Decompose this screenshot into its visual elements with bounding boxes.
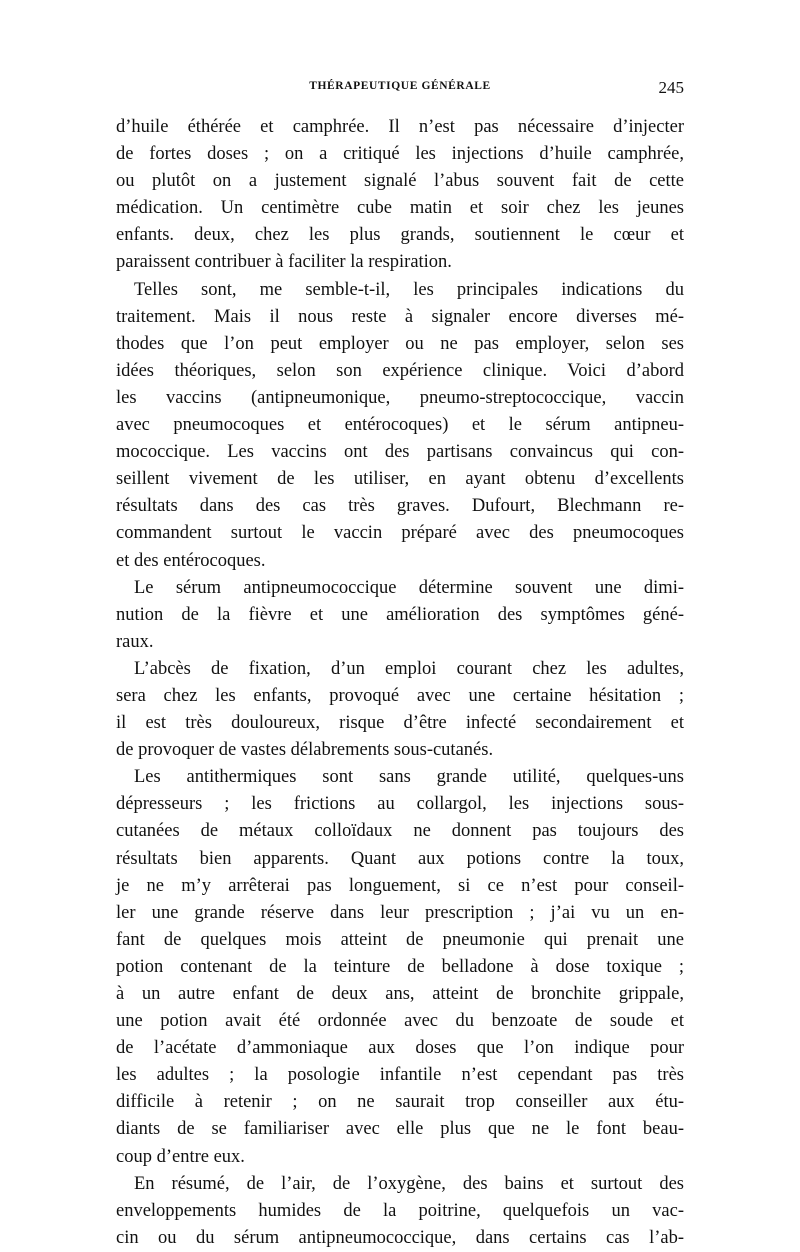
text-line: dépresseurs ; les frictions au collargol, les injections sous- xyxy=(116,794,684,815)
text-line: seillent vivement de les utiliser, en ayant obtenu d’excellents xyxy=(116,469,684,490)
text-line: de l’acétate d’ammoniaque aux doses que l’on indique pour xyxy=(116,1038,684,1059)
text-line: de provoquer de vastes délabrements sous-cutanés. xyxy=(116,740,494,761)
text-line: mococcique. Les vaccins ont des partisans convaincus qui con- xyxy=(116,442,684,463)
text-line: de fortes doses ; on a critiqué les injections d’huile camphrée, xyxy=(116,144,684,165)
text-line: enfants. deux, chez les plus grands, soutiennent le cœur et xyxy=(116,225,684,246)
text-line: cutanées de métaux colloïdaux ne donnent pas toujours des xyxy=(116,821,684,842)
text-line: résultats dans des cas très graves. Dufourt, Blechmann re- xyxy=(116,496,684,517)
text-line: En résumé, de l’air, de l’oxygène, des bains et surtout des xyxy=(134,1173,684,1194)
text-line: à un autre enfant de deux ans, atteint de bronchite grippale, xyxy=(116,984,684,1004)
text-line: nution de la fièvre et une amélioration des symptômes géné- xyxy=(116,604,684,625)
text-line: d’huile éthérée et camphrée. Il n’est pas nécessaire d’injecter xyxy=(116,117,684,137)
text-line: idées théoriques, selon son expérience clinique. Voici d’abord xyxy=(116,360,684,381)
text-line: potion contenant de la teinture de belladone à dose toxique ; xyxy=(116,956,684,977)
text-line: avec pneumocoques et entérocoques) et le sérum antipneu- xyxy=(116,415,684,436)
text-line: raux. xyxy=(116,631,154,652)
text-line: coup d’entre eux. xyxy=(116,1146,245,1167)
text-line: médication. Un centimètre cube matin et soir chez les jeunes xyxy=(116,198,684,219)
page-number: 245 xyxy=(658,78,684,97)
text-line: commandent surtout le vaccin préparé avec des pneumocoques xyxy=(116,523,684,544)
text-line: une potion avait été ordonnée avec du benzoate de soude et xyxy=(116,1011,684,1032)
text-line: il est très douloureux, risque d’être infecté secondairement et xyxy=(116,713,684,734)
text-line: je ne m’y arrêterai pas longuement, si ce n’est pour conseil- xyxy=(116,875,684,896)
text-line: Telles sont, me semble-t-il, les principales indications du xyxy=(134,279,684,300)
body-text xyxy=(116,114,684,1252)
text-line: les adultes ; la posologie infantile n’est cependant pas très xyxy=(116,1065,684,1086)
text-line: cin ou du sérum antipneumococcique, dans certains cas l’ab- xyxy=(116,1227,684,1248)
text-line: L’abcès de fixation, d’un emploi courant chez les adultes, xyxy=(134,658,684,679)
text-line: thodes que l’on peut employer ou ne pas employer, selon ses xyxy=(116,333,684,354)
text-line: enveloppements humides de la poitrine, quelquefois un vac- xyxy=(116,1200,684,1221)
text-line: les vaccins (antipneumonique, pneumo-streptococcique, vaccin xyxy=(116,387,684,408)
running-title: THÉRAPEUTIQUE GÉNÉRALE xyxy=(309,80,491,92)
text-line: ou plutôt on a justement signalé l’abus souvent fait de cette xyxy=(116,171,684,192)
text-line: paraissent contribuer à faciliter la respiration. xyxy=(116,252,452,273)
text-line: fant de quelques mois atteint de pneumonie qui prenait une xyxy=(116,929,684,950)
text-line: Le sérum antipneumococcique détermine souvent une dimi- xyxy=(134,577,684,598)
text-line: sera chez les enfants, provoqué avec une certaine hésitation ; xyxy=(116,685,684,706)
text-line: diants de se familiariser avec elle plus que ne le font beau- xyxy=(116,1119,684,1140)
running-head xyxy=(116,78,684,100)
text-line: Les antithermiques sont sans grande utilité, quelques-uns xyxy=(134,767,684,788)
text-line: traitement. Mais il nous reste à signaler encore diverses mé- xyxy=(116,306,684,327)
text-line: difficile à retenir ; on ne saurait trop conseiller aux étu- xyxy=(116,1092,684,1113)
text-line: et des entérocoques. xyxy=(116,550,266,571)
text-line: résultats bien apparents. Quant aux potions contre la toux, xyxy=(116,848,684,869)
text-line: ler une grande réserve dans leur prescription ; j’ai vu un en- xyxy=(116,902,684,923)
